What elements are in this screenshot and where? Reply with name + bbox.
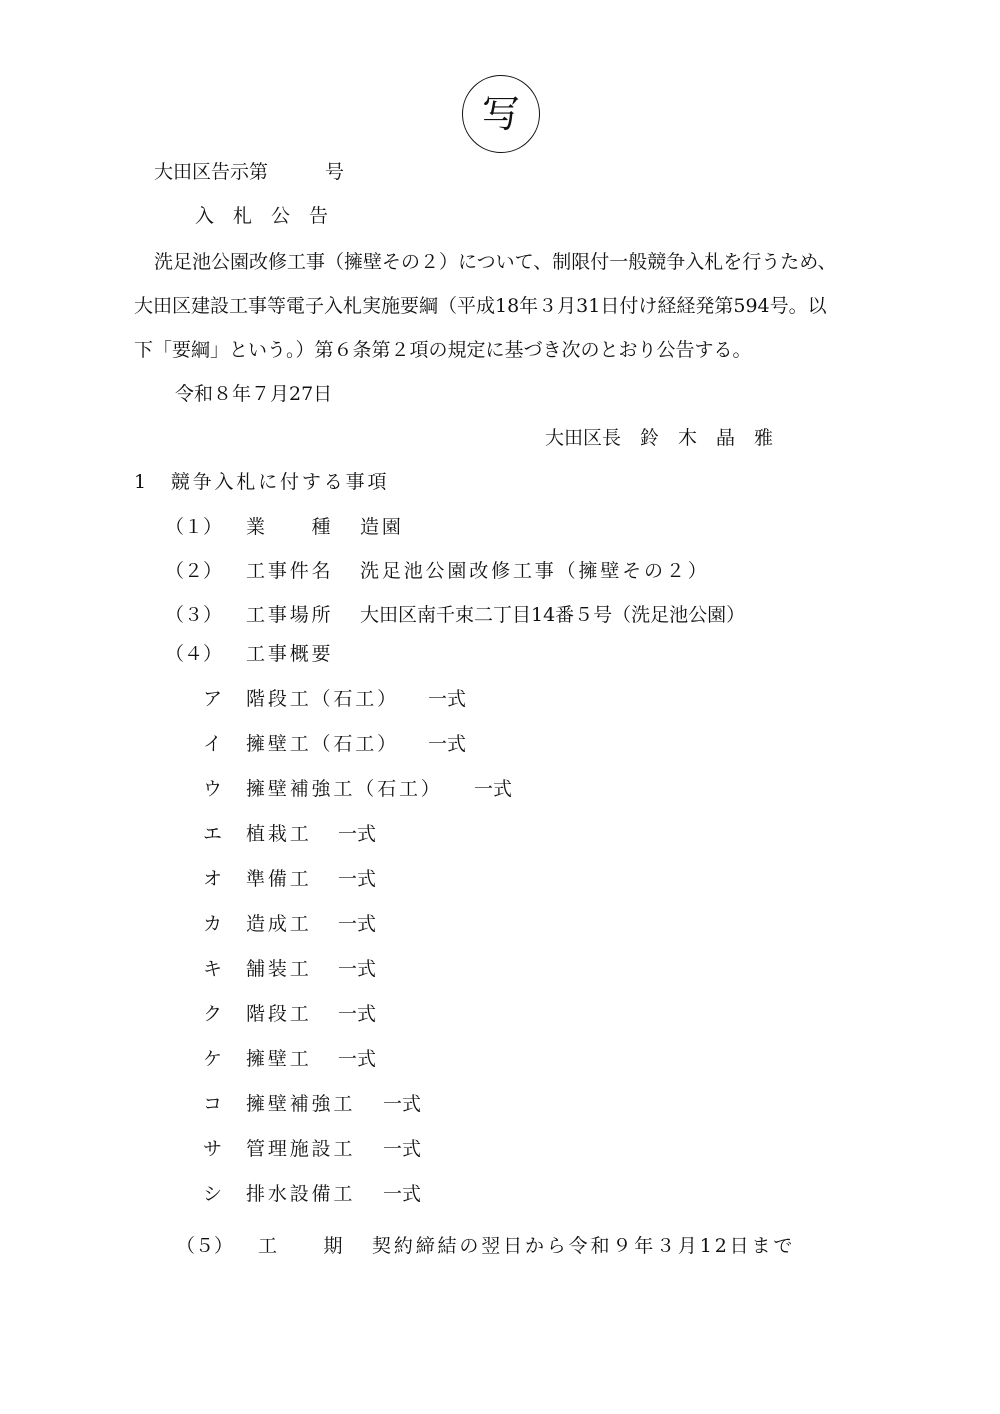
overview-name: 舗装工	[246, 958, 312, 980]
overview-key: コ	[203, 1093, 223, 1115]
overview-key: オ	[203, 868, 223, 890]
overview-name: 造成工	[246, 913, 312, 935]
overview-qty: 一式	[338, 823, 377, 845]
page-title: 入 札 公 告	[195, 205, 329, 227]
period-value: 契約締結の翌日から令和９年３月12日まで	[372, 1235, 796, 1257]
overview-key: サ	[203, 1138, 223, 1160]
overview-qty: 一式	[383, 1138, 422, 1160]
copy-stamp: 写	[462, 75, 540, 153]
overview-name: 擁壁工	[246, 1048, 312, 1070]
notice-number: 大田区告示第 号	[154, 161, 345, 183]
body-line-3: 下「要綱」という。）第６条第２項の規定に基づき次のとおり公告する。	[134, 339, 752, 361]
notice-date: 令和８年７月27日	[175, 383, 333, 405]
overview-qty: 一式	[338, 913, 377, 935]
overview-key: カ	[203, 913, 223, 935]
overview-name: 擁壁補強工	[246, 1093, 356, 1115]
item-number: （２）	[165, 560, 223, 582]
overview-name: 準備工	[246, 868, 312, 890]
period-label: 工 期	[258, 1235, 346, 1257]
overview-qty: 一式	[338, 958, 377, 980]
item-number: （３）	[165, 604, 223, 626]
overview-key: ウ	[203, 778, 223, 800]
item-number: （１）	[165, 516, 223, 538]
signatory: 大田区長 鈴 木 晶 雅	[545, 427, 774, 449]
overview-key: キ	[203, 958, 223, 980]
overview-key: イ	[203, 733, 223, 755]
overview-name: 階段工（石工）	[246, 688, 399, 710]
item-value: 造園	[360, 516, 404, 538]
overview-key: ク	[203, 1003, 223, 1025]
overview-qty: 一式	[428, 733, 467, 755]
body-line-1: 洗足池公園改修工事（擁壁その２）について、制限付一般競争入札を行うため、	[154, 251, 837, 273]
overview-qty: 一式	[338, 868, 377, 890]
overview-key: ア	[203, 688, 223, 710]
overview-key: シ	[203, 1183, 223, 1205]
overview-qty: 一式	[383, 1183, 422, 1205]
body-line-2: 大田区建設工事等電子入札実施要綱（平成18年３月31日付け経経発第594号。以	[134, 295, 827, 317]
item-label: 業 種	[246, 516, 334, 538]
overview-qty: 一式	[428, 688, 467, 710]
overview-qty: 一式	[383, 1093, 422, 1115]
overview-qty: 一式	[338, 1048, 377, 1070]
section-heading: 1 競争入札に付する事項	[134, 471, 390, 493]
item-value: 大田区南千束二丁目14番５号（洗足池公園）	[360, 604, 746, 626]
overview-qty: 一式	[338, 1003, 377, 1025]
item-value: 洗足池公園改修工事（擁壁その２）	[360, 560, 710, 582]
item-label: 工事場所	[246, 604, 334, 626]
item-number: （４）	[165, 643, 223, 665]
item-label: 工事件名	[246, 560, 334, 582]
period-number: （５）	[176, 1235, 234, 1257]
overview-key: ケ	[203, 1048, 223, 1070]
overview-name: 擁壁補強工（石工）	[246, 778, 443, 800]
overview-qty: 一式	[474, 778, 513, 800]
item-label: 工事概要	[246, 643, 334, 665]
overview-key: エ	[203, 823, 223, 845]
overview-name: 植栽工	[246, 823, 312, 845]
overview-name: 管理施設工	[246, 1138, 356, 1160]
overview-name: 排水設備工	[246, 1183, 356, 1205]
overview-name: 擁壁工（石工）	[246, 733, 399, 755]
overview-name: 階段工	[246, 1003, 312, 1025]
